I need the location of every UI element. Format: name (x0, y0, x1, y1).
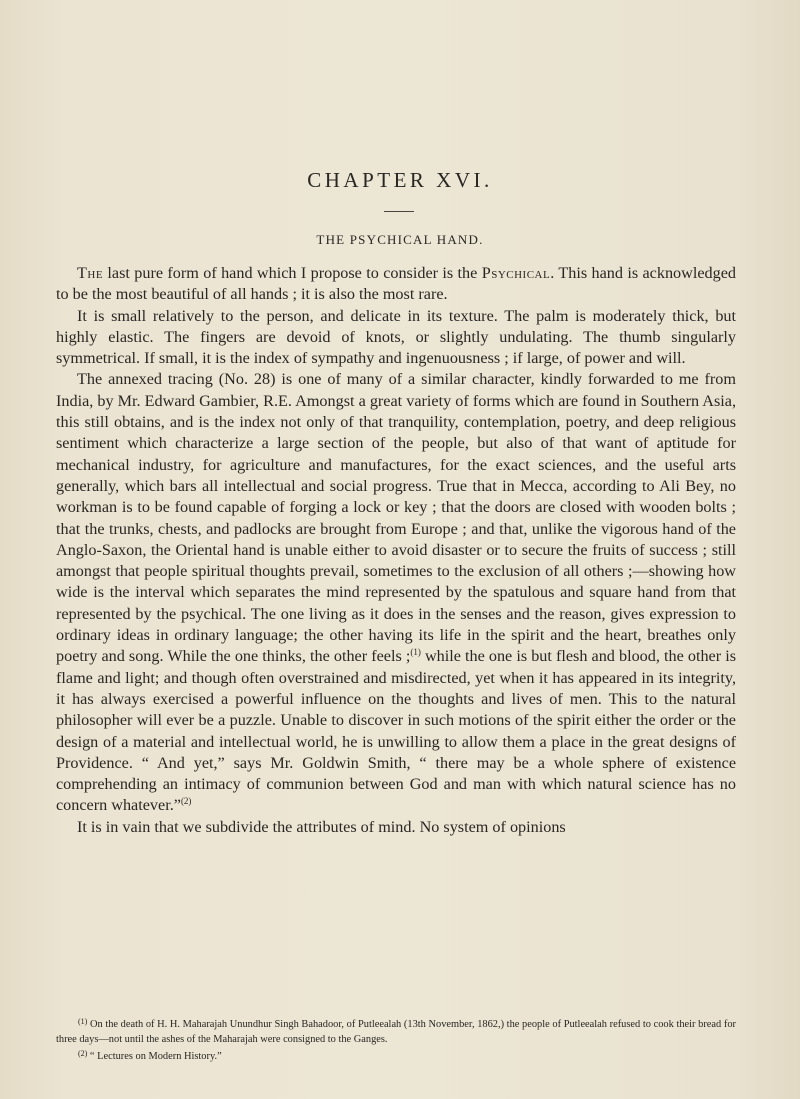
footnote-ref-1: (1) (410, 647, 421, 658)
footnote-1 (56, 1015, 736, 1047)
footnote-2-mark: (2) (78, 1049, 88, 1058)
footnote-1-mark: (1) (78, 1017, 88, 1026)
footnote-1-text: On the death of H. H. Maharajah Unundhur Singh Bahadoor, of Putleealah (13th November, 1862,) the people of Putleealah refused to cook their bread for three days—not until the ashes of the Maharajah were consigned to the Ganges. (56, 1019, 736, 1045)
psychical-term: Psychical (481, 264, 551, 282)
paragraph-3-text-a: The annexed tracing (No. 28) is one of many of a similar character, kindly forwarded to me from India, by Mr. Edward Gambier, R.E. Amongst a great variety of forms which are found in Southern Asia, this still obtains, and is the index not only of that tranquility, contemplation, poetry, and deep religious sentiment which characterize a large section of the people, but also of that want of aptitude for mechanical industry, for agriculture and manufactures, for the exact sciences, and the useful arts generally, which bars all intellectual and social progress. True that in Mecca, according to Ali Bey, no workman is to be found capable of forging a lock or key ; that the doors are closed with wooden bolts ; that the trunks, chests, and padlocks are brought from Europe ; and that, unlike the vigorous hand of the Anglo-Saxon, the Oriental hand is unable either to avoid disaster or to secure the fruits of success ; still amongst that people spiritual thoughts prevail, sometimes to the exclusion of all others ;—showing how wide is the interval which separates the mind represented by the spatulous and square hand from that represented by the psychical. The one living as it does in the senses and the reason, gives expression to ordinary ideas in ordinary language; the other having its life in the spirit and the heart, breathes only poetry and song. While the one thinks, the other feels ; (56, 370, 736, 666)
body-text (56, 263, 736, 838)
footnotes (56, 1015, 736, 1065)
chapter-title: CHAPTER XVI. (307, 168, 493, 192)
paragraph-1-text-b: . This hand is acknowledged to be the most beautiful of all hands ; it is also the most rare. (56, 264, 736, 304)
paragraph-1 (56, 263, 736, 306)
section-title: THE PSYCHICAL HAND. (316, 232, 484, 247)
paragraph-1-text-a: last pure form of hand which I propose to consider is the (103, 264, 482, 282)
paragraph-2: It is small relatively to the person, and delicate in its texture. The palm is moderately thick, but highly elastic. The fingers are devoid of knots, or slightly undulating. The thumb singularly symmetrical. If small, it is the index of sympathy and ingenuousness ; if large, of power and will. (56, 306, 736, 368)
footnote-ref-2: (2) (180, 796, 192, 807)
lead-word: The (77, 264, 104, 282)
paragraph-4: It is in vain that we subdivide the attributes of mind. No system of opinions (77, 817, 566, 836)
footnote-2 (56, 1047, 736, 1065)
title-divider (384, 211, 414, 212)
paragraph-3 (56, 369, 736, 816)
footnote-2-text: “ Lectures on Modern History.” (87, 1051, 222, 1062)
paragraph-3-text-b: while the one is but flesh and blood, the other is flame and light; and though often overstrained and misdirected, yet when it has appeared in its integrity, it has always exercised a powerful influence on the thoughts and lives of men. This to the natural philosopher will ever be a puzzle. Unable to discover in such motions of the spirit either the order or the design of a material and intellectual world, he is unwilling to allow them a place in the great designs of Providence. “ And yet,” says Mr. Goldwin Smith, “ there may be a whole sphere of existence comprehending an intimacy of communion between God and man with which natural science has no concern whatever.” (56, 647, 737, 815)
